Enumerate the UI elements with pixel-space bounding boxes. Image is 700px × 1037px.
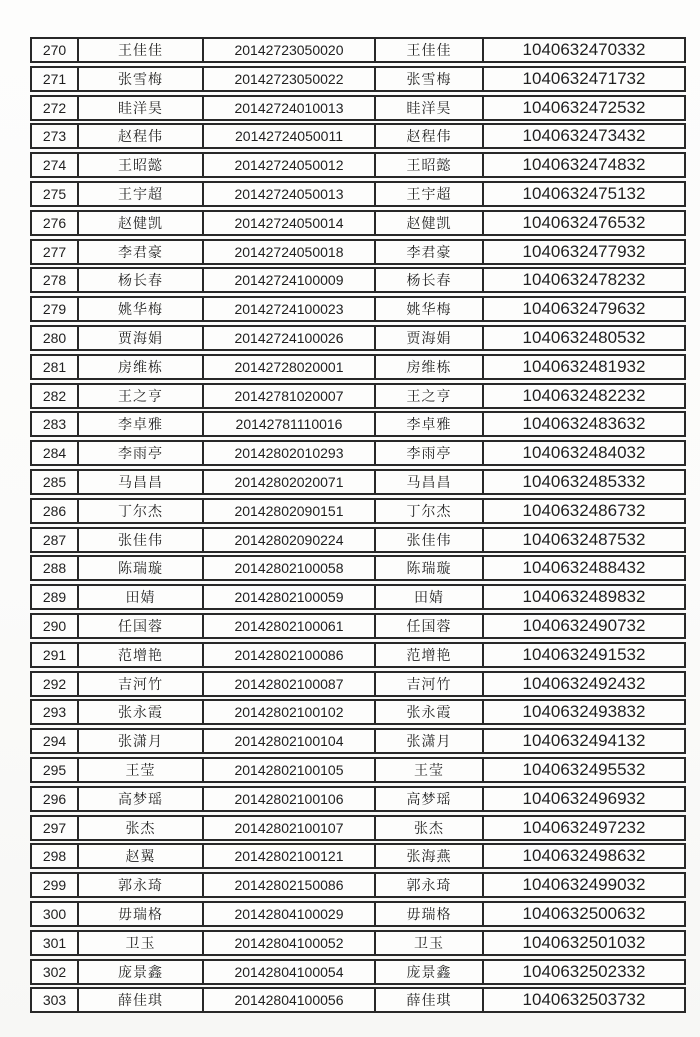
cell-name-confirm: 张海燕 [374,845,482,867]
cell-name: 张佳伟 [77,529,202,551]
table-row [30,959,686,985]
cell-name: 毋瑞格 [77,903,202,925]
cell-name: 房维栋 [77,356,202,378]
table-row [30,584,686,610]
table-row [30,901,686,927]
cell-exam-number: 1040632477932 [482,241,684,263]
cell-registration-number: 20142802090151 [202,500,374,522]
table-row [30,843,686,869]
cell-exam-number: 1040632494132 [482,730,684,752]
cell-row-number: 301 [42,934,67,951]
cell-name: 张雪梅 [77,68,202,90]
table-row [30,786,686,812]
cell-name-confirm: 王莹 [374,759,482,781]
cell-exam-number: 1040632489832 [482,586,684,608]
table-row [30,383,686,409]
cell-row-number: 290 [42,617,67,634]
cell-registration-number: 20142802100102 [202,701,374,723]
cell-name: 眭洋昊 [77,97,202,119]
cell-exam-number: 1040632501032 [482,932,684,954]
cell-name: 杨长春 [77,269,202,291]
cell-name: 田婧 [77,586,202,608]
cell-exam-number: 1040632499032 [482,874,684,896]
cell-name-confirm: 杨长春 [374,269,482,291]
cell-name: 范增艳 [77,644,202,666]
table-row [30,37,686,63]
cell-exam-number: 1040632488432 [482,557,684,579]
cell-registration-number: 20142802100107 [202,817,374,839]
cell-name-confirm: 王之亨 [374,385,482,407]
cell-name-confirm: 任国蓉 [374,615,482,637]
cell-row-number: 285 [42,473,67,490]
cell-name-confirm: 王宇超 [374,183,482,205]
cell-exam-number: 1040632474832 [482,154,684,176]
cell-name-confirm: 张永霞 [374,701,482,723]
cell-row-number: 270 [42,42,67,58]
cell-exam-number: 1040632471732 [482,68,684,90]
cell-name-confirm: 贾海娟 [374,327,482,349]
table-row [30,613,686,639]
table-row [30,181,686,207]
cell-name: 王佳佳 [77,39,202,61]
cell-row-number: 282 [42,387,67,404]
cell-name-confirm: 毋瑞格 [374,903,482,925]
cell-exam-number: 1040632472532 [482,97,684,119]
cell-name: 李卓雅 [77,413,202,435]
cell-registration-number: 20142723050020 [202,39,374,61]
cell-name: 王之亨 [77,385,202,407]
table-row [30,440,686,466]
table-row [30,872,686,898]
cell-exam-number: 1040632487532 [482,529,684,551]
cell-name-confirm: 张潇月 [374,730,482,752]
cell-exam-number: 1040632479632 [482,298,684,320]
cell-row-number: 300 [42,905,67,922]
cell-registration-number: 20142802100086 [202,644,374,666]
cell-registration-number: 20142781020007 [202,385,374,407]
cell-name-confirm: 丁尔杰 [374,500,482,522]
cell-registration-number: 20142723050022 [202,68,374,90]
cell-row-number: 291 [42,646,67,663]
cell-registration-number: 20142802090224 [202,529,374,551]
cell-registration-number: 20142802100106 [202,788,374,810]
table-row [30,642,686,668]
cell-exam-number: 1040632480532 [482,327,684,349]
table-row [30,411,686,437]
table-row [30,123,686,149]
table-row [30,671,686,697]
cell-row-number: 277 [42,243,67,260]
cell-registration-number: 20142802100104 [202,730,374,752]
cell-name: 郭永琦 [77,874,202,896]
cell-row-number: 295 [42,761,67,778]
cell-row-number: 293 [42,704,67,721]
table-row [30,930,686,956]
cell-name-confirm: 姚华梅 [374,298,482,320]
cell-name-confirm: 高梦瑶 [374,788,482,810]
table-row [30,152,686,178]
cell-name-confirm: 张杰 [374,817,482,839]
cell-registration-number: 20142724050011 [202,125,374,147]
table-row [30,267,686,293]
table-row [30,296,686,322]
cell-registration-number: 20142804100029 [202,903,374,925]
cell-exam-number: 1040632470332 [482,39,684,61]
table-row [30,498,686,524]
cell-exam-number: 1040632490732 [482,615,684,637]
cell-row-number: 284 [42,445,67,462]
cell-row-number: 296 [42,790,67,807]
cell-exam-number: 1040632486732 [482,500,684,522]
table-row [30,987,686,1013]
cell-row-number: 278 [42,272,67,289]
cell-registration-number: 20142781110016 [202,413,374,435]
cell-row-number: 279 [42,301,67,318]
cell-row-number: 303 [42,992,67,1009]
cell-name-confirm: 眭洋昊 [374,97,482,119]
cell-row-number: 283 [42,416,67,433]
cell-registration-number: 20142802100058 [202,557,374,579]
cell-name-confirm: 马昌昌 [374,471,482,493]
table-row [30,354,686,380]
cell-row-number: 287 [42,531,67,548]
cell-row-number: 286 [42,502,67,519]
cell-row-number: 276 [42,214,67,231]
cell-name: 李雨亭 [77,442,202,464]
cell-row-number: 288 [42,560,67,577]
cell-exam-number: 1040632476532 [482,212,684,234]
cell-exam-number: 1040632493832 [482,701,684,723]
cell-registration-number: 20142802100087 [202,673,374,695]
cell-row-number: 289 [42,589,67,606]
cell-row-number: 298 [42,848,67,865]
cell-exam-number: 1040632491532 [482,644,684,666]
cell-name: 王莹 [77,759,202,781]
cell-registration-number: 20142724010013 [202,97,374,119]
cell-name: 高梦瑶 [77,788,202,810]
cell-registration-number: 20142802150086 [202,874,374,896]
table-row [30,239,686,265]
cell-name-confirm: 吉河竹 [374,673,482,695]
cell-exam-number: 1040632478232 [482,269,684,291]
cell-exam-number: 1040632473432 [482,125,684,147]
table-row [30,815,686,841]
cell-row-number: 299 [42,877,67,894]
cell-exam-number: 1040632498632 [482,845,684,867]
table-row [30,210,686,236]
cell-name: 马昌昌 [77,471,202,493]
cell-name: 吉河竹 [77,673,202,695]
cell-name: 丁尔杰 [77,500,202,522]
cell-row-number: 271 [42,70,67,87]
table-row [30,555,686,581]
cell-name-confirm: 李君豪 [374,241,482,263]
cell-registration-number: 20142724100023 [202,298,374,320]
table-row [30,527,686,553]
cell-row-number: 294 [42,733,67,750]
cell-name: 王宇超 [77,183,202,205]
cell-name-confirm: 李卓雅 [374,413,482,435]
cell-name-confirm: 郭永琦 [374,874,482,896]
cell-name-confirm: 陈瑞璇 [374,557,482,579]
cell-name: 卫玉 [77,932,202,954]
cell-registration-number: 20142724050018 [202,241,374,263]
cell-registration-number: 20142724100026 [202,327,374,349]
cell-row-number: 275 [42,185,67,202]
table-row [30,95,686,121]
cell-row-number: 297 [42,819,67,836]
cell-name: 王昭懿 [77,154,202,176]
cell-exam-number: 1040632492432 [482,673,684,695]
table-row [30,469,686,495]
cell-exam-number: 1040632495532 [482,759,684,781]
cell-name-confirm: 房维栋 [374,356,482,378]
cell-registration-number: 20142802100121 [202,845,374,867]
cell-row-number: 302 [42,963,67,980]
cell-name-confirm: 赵健凯 [374,212,482,234]
table-row [30,728,686,754]
cell-registration-number: 20142724050014 [202,212,374,234]
cell-registration-number: 20142804100052 [202,932,374,954]
cell-name: 赵程伟 [77,125,202,147]
cell-registration-number: 20142802100061 [202,615,374,637]
cell-registration-number: 20142728020001 [202,356,374,378]
cell-name: 姚华梅 [77,298,202,320]
cell-name-confirm: 张雪梅 [374,68,482,90]
cell-exam-number: 1040632481932 [482,356,684,378]
cell-exam-number: 1040632485332 [482,471,684,493]
cell-exam-number: 1040632483632 [482,413,684,435]
cell-registration-number: 20142802020071 [202,471,374,493]
cell-name-confirm: 张佳伟 [374,529,482,551]
cell-registration-number: 20142802100059 [202,586,374,608]
cell-exam-number: 1040632496932 [482,788,684,810]
student-roster-table [30,37,686,1013]
cell-name: 陈瑞璇 [77,557,202,579]
cell-registration-number: 20142802010293 [202,442,374,464]
cell-row-number: 280 [42,329,67,346]
cell-registration-number: 20142804100054 [202,961,374,983]
cell-name: 赵翼 [77,845,202,867]
table-row [30,699,686,725]
cell-exam-number: 1040632482232 [482,385,684,407]
cell-name-confirm: 王昭懿 [374,154,482,176]
cell-name: 张杰 [77,817,202,839]
cell-name-confirm: 范增艳 [374,644,482,666]
cell-name: 任国蓉 [77,615,202,637]
cell-name-confirm: 王佳佳 [374,39,482,61]
cell-name: 贾海娟 [77,327,202,349]
cell-name-confirm: 李雨亭 [374,442,482,464]
table-row [30,757,686,783]
cell-row-number: 274 [42,157,67,174]
cell-exam-number: 1040632484032 [482,442,684,464]
cell-name-confirm: 赵程伟 [374,125,482,147]
cell-exam-number: 1040632500632 [482,903,684,925]
cell-exam-number: 1040632497232 [482,817,684,839]
cell-exam-number: 1040632475132 [482,183,684,205]
cell-name: 薛佳琪 [77,989,202,1011]
table-row [30,66,686,92]
cell-row-number: 273 [42,128,67,145]
cell-name: 庞景鑫 [77,961,202,983]
cell-row-number: 272 [42,99,67,116]
cell-registration-number: 20142804100056 [202,989,374,1011]
cell-registration-number: 20142724050012 [202,154,374,176]
cell-name-confirm: 田婧 [374,586,482,608]
cell-name-confirm: 卫玉 [374,932,482,954]
cell-name-confirm: 薛佳琪 [374,989,482,1011]
cell-registration-number: 20142724050013 [202,183,374,205]
cell-row-number: 292 [42,675,67,692]
table-row [30,325,686,351]
cell-name: 李君豪 [77,241,202,263]
cell-exam-number: 1040632503732 [482,989,684,1011]
cell-name: 张永霞 [77,701,202,723]
cell-registration-number: 20142802100105 [202,759,374,781]
cell-row-number: 281 [42,358,67,375]
cell-registration-number: 20142724100009 [202,269,374,291]
cell-name: 张潇月 [77,730,202,752]
cell-name: 赵健凯 [77,212,202,234]
cell-name-confirm: 庞景鑫 [374,961,482,983]
cell-exam-number: 1040632502332 [482,961,684,983]
